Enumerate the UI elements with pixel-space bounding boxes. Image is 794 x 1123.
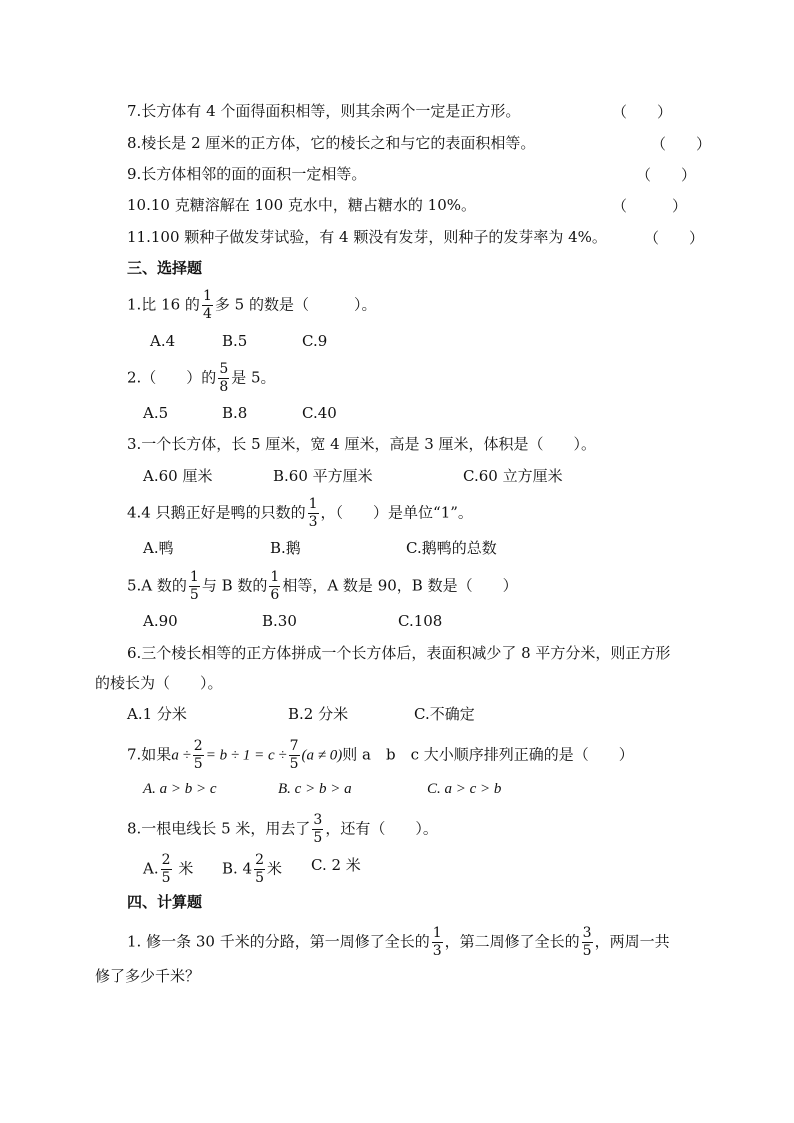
choice-q8-pre: 8.一根电线长 5 米，用去了 (127, 819, 311, 838)
choice-q4 (127, 496, 473, 531)
choice-q4-pre: 4.4 只鹅正好是鸭的只数的 (127, 503, 306, 522)
judge-q11-answer-paren[interactable]: （ ） (644, 229, 705, 247)
choice-q5-option-c[interactable]: C.108 (398, 612, 443, 630)
section-3-title: 三、选择题 (127, 259, 203, 277)
problem-1-line2: 修了多少千米？ (95, 967, 201, 985)
choice-q4-option-b[interactable]: B.鹅 (270, 539, 301, 557)
choice-q3-option-a[interactable]: A.60 厘米 (143, 467, 213, 485)
fraction-1-6: $\frac{1}{6}$ (270, 569, 280, 603)
judge-q10-answer-paren[interactable]: （ ） (612, 197, 688, 215)
choice-q3-option-b[interactable]: B.60 平方厘米 (273, 467, 373, 485)
fraction-1-3: $\frac{1}{3}$ (308, 496, 318, 530)
choice-q7-option-b[interactable]: B. c > b > a (278, 781, 352, 797)
choice-q2-option-a[interactable]: A.5 (143, 404, 169, 422)
choice-q6-option-c[interactable]: C.不确定 (414, 705, 475, 723)
choice-q8-option-c[interactable]: C. 2 米 (311, 856, 361, 874)
choice-q1-option-c[interactable]: C.9 (302, 332, 328, 350)
judge-q8-text: 8.棱长是 2 厘米的正方体，它的棱长之和与它的表面积相等。 (127, 134, 536, 152)
choice-q1 (127, 288, 376, 323)
problem-1-post: ，两周一共 (594, 932, 670, 951)
choice-q1-option-b[interactable]: B.5 (222, 332, 248, 350)
fraction-1-4: $\frac{1}{4}$ (202, 288, 212, 322)
choice-q2-pre: 2.（ ）的 (127, 368, 217, 387)
problem-1-mid: ，第二周修了全长的 (444, 932, 580, 951)
judge-q11-text: 11.100 颗种子做发芽试验，有 4 颗没有发芽，则种子的发芽率为 4%。 (127, 228, 607, 246)
choice-q5 (127, 569, 518, 604)
choice-q1-option-a[interactable]: A.4 (150, 332, 176, 350)
choice-q4-option-a[interactable]: A.鸭 (143, 539, 174, 557)
choice-q5-post: 相等，A 数是 90，B 数是（ ） (282, 576, 518, 595)
choice-q7-post: 则 a b c 大小顺序排列正确的是（ ） (342, 745, 634, 764)
choice-q4-option-c[interactable]: C.鹅鸭的总数 (406, 539, 497, 557)
choice-q2-option-b[interactable]: B.8 (222, 404, 248, 422)
problem-1-pre: 1. 修一条 30 千米的分路，第一周修了全长的 (127, 932, 430, 951)
fraction-1-5: $\frac{1}{5}$ (189, 569, 199, 603)
fraction-3-5-problem: $\frac{3}{5}$ (582, 925, 592, 959)
choice-q2 (127, 361, 276, 396)
fraction-2-5-option-a: $\frac{2}{5}$ (161, 852, 171, 886)
choice-q8-option-a[interactable]: A. $\frac{2}{5}$ 米 (143, 852, 194, 886)
choice-q5-mid: 与 B 数的 (201, 576, 268, 595)
choice-q5-pre: 5.A 数的 (127, 576, 187, 595)
choice-q1-pre: 1.比 16 的 (127, 295, 200, 314)
choice-q7-expr-b: = b ÷ 1 = c ÷ (205, 747, 287, 764)
judge-q7-answer-paren[interactable]: （ ） (612, 103, 673, 121)
problem-1 (127, 925, 670, 960)
choice-q8-option-b[interactable]: B. 4 $\frac{2}{5}$ 米 (222, 852, 283, 886)
choice-q7-option-a[interactable]: A. a > b > c (143, 781, 217, 797)
choice-q8-post: ，还有（ ）。 (325, 819, 438, 838)
choice-q2-option-c[interactable]: C.40 (302, 404, 337, 422)
section-4-title: 四、计算题 (127, 893, 203, 911)
choice-q6-option-b[interactable]: B.2 分米 (288, 705, 349, 723)
judge-q7-text: 7.长方体有 4 个面得面积相等，则其余两个一定是正方形。 (127, 102, 521, 120)
choice-q7-option-c[interactable]: C. a > c > b (427, 781, 502, 797)
fraction-1-3-problem: $\frac{1}{3}$ (432, 925, 442, 959)
choice-q7 (127, 738, 634, 773)
choice-q3-text: 3.一个长方体，长 5 厘米，宽 4 厘米，高是 3 厘米，体积是（ ）。 (127, 435, 597, 453)
choice-q7-pre: 7.如果 (127, 745, 172, 764)
choice-q2-post: 是 5。 (231, 368, 276, 387)
choice-q6-line1: 6.三个棱长相等的正方体拼成一个长方体后，表面积减少了 8 平方分米，则正方形 (127, 644, 671, 662)
choice-q7-expr-a: a ÷ (171, 747, 191, 764)
judge-q10-text: 10.10 克糖溶解在 100 克水中，糖占糖水的 10%。 (127, 196, 476, 214)
choice-q8 (127, 812, 438, 847)
choice-q3-option-c[interactable]: C.60 立方厘米 (463, 467, 563, 485)
choice-q7-condition: (a ≠ 0) (301, 747, 343, 764)
judge-q9-text: 9.长方体相邻的面的面积一定相等。 (127, 165, 367, 183)
choice-q5-option-a[interactable]: A.90 (143, 612, 178, 630)
fraction-2-5: $\frac{2}{5}$ (193, 738, 203, 772)
choice-q5-option-b[interactable]: B.30 (262, 612, 297, 630)
fraction-7-5: $\frac{7}{5}$ (289, 738, 299, 772)
fraction-2-5-option-b: $\frac{2}{5}$ (255, 852, 265, 886)
judge-q9-answer-paren[interactable]: （ ） (636, 166, 697, 184)
fraction-5-8: $\frac{5}{8}$ (219, 361, 229, 395)
choice-q1-post: 多 5 的数是（ ）。 (214, 295, 377, 314)
choice-q6-option-a[interactable]: A.1 分米 (127, 705, 187, 723)
choice-q4-post: ，（ ）是单位“1”。 (320, 503, 473, 522)
fraction-3-5: $\frac{3}{5}$ (313, 812, 323, 846)
choice-q6-line2: 的棱长为（ ）。 (95, 674, 223, 692)
judge-q8-answer-paren[interactable]: （ ） (651, 135, 712, 153)
